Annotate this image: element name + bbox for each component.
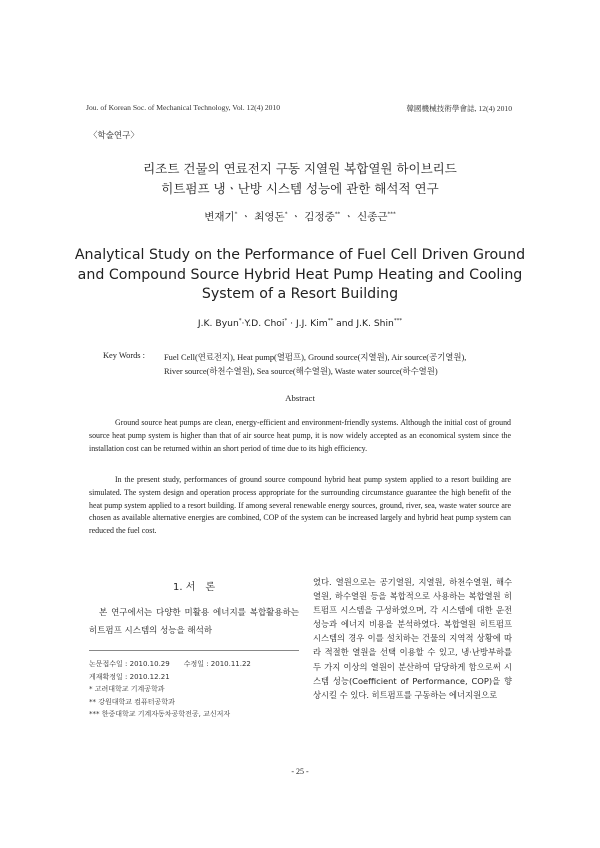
footnotes [89, 658, 304, 721]
section-heading-introduction: 1. 서 론 [172, 582, 216, 593]
journal-header-ko: 韓國機械技術學會誌, 12(4) 2010 [406, 104, 512, 113]
author-en-2: Y.D. Choi [244, 318, 285, 330]
title-korean-line1: 리조트 건물의 연료전지 구동 지열원 복합열원 하이브리드 [143, 161, 457, 176]
journal-header-en: Jou. of Korean Soc. of Mechanical Technology, Vol. 12(4) 2010 [86, 103, 281, 112]
title-korean [0, 159, 600, 199]
title-english-line1: Analytical Study on the Performance of Fuel Cell Driven Ground [74, 247, 526, 263]
abstract-paragraph-1: Ground source heat pumps are clean, energy-efficient and environment-friendly systems. Although the initial cost of ground source heat pump system is higher than that of air source heat pump, it is now widely accepted as an economical system since the installation cost can be returned within an short period of time due to its high efficiency. [89, 418, 511, 453]
title-english [0, 246, 600, 305]
author-en-4: J.K. Shin [356, 318, 394, 330]
title-english-line3: System of a Resort Building [201, 286, 399, 302]
author-ko-2: 최영돈 [254, 211, 285, 223]
abstract-paragraph-2: In the present study, performances of ground source compound hybrid heat pump system applied to a resort building are simulated. The system design and operation process appropriate for the surrounding circumstance guarantee the high benefit of the heat pump system applied to a resort building. If among several renewable energy sources, ground, river, sea, waste water source are chosen as available alternative energies are combined, COP of the system can be increased largely and hybrid heat pump system can reduced the fuel cost. [89, 475, 511, 536]
footnote-affiliation-3: *** 한중대학교 기계자동차공학전공, 교신저자 [89, 710, 231, 718]
author-ko-1: 변재기 [204, 211, 235, 223]
author-ko-4: 신종근 [357, 211, 388, 223]
abstract-title: Abstract [285, 393, 315, 403]
introduction-text-left: 본 연구에서는 다양한 미활용 에너지를 복합활용하는 히트펌프 시스템의 성능을 해석하 [89, 608, 299, 636]
authors-korean: 변재기* ㆍ 최영돈* ㆍ 김정중** ㆍ 신종근*** [204, 211, 396, 223]
footnote-affiliation-2: ** 강원대학교 컴퓨터공학과 [89, 697, 175, 706]
keywords-line2: River source(하천수열원), Sea source(해수열원), Waste water source(하수열원) [164, 367, 438, 377]
introduction-text-right: 였다. 열원으로는 공기열원, 지열원, 하천수열원, 해수열원, 하수열원 등을 복합적으로 사용하는 복합열원 히트펌프 시스템을 구성하였으며, 각 시스템에 대한 운전성능과 에너지 비용을 분석하였다. 복합열원 히트펌프 시스템의 경우 이를 설치하는 건물의 지역적 상황에 따라 적절한 열원을 선택 이용할 수 있고, 냉·난방부하를 두 가지 이상의 열원이 분산하여 담당하게 함으로써 시스템 성능(Coefficient of Performance, COP)을 향상시킬 수 있다. 히트펌프를 구동하는 에너지원으로 [313, 577, 512, 700]
authors-english: J.K. Byun*·Y.D. Choi* · J.J. Kim** and J.K. Shin*** [197, 318, 403, 330]
footnote-divider [89, 650, 299, 651]
footnote-accepted: 게재확정일 : 2010.12.21 [89, 672, 170, 681]
title-english-line2: and Compound Source Hybrid Heat Pump Heating and Cooling [77, 266, 523, 283]
page-number: - 25 - [291, 767, 309, 776]
keywords-list [164, 351, 514, 379]
footnote-received: 논문접수일 : 2010.10.29 수정일 : 2010.11.22 [89, 660, 251, 668]
author-en-3: J.J. Kim [295, 318, 328, 330]
section-tag: 〈학술연구〉 [89, 131, 139, 141]
keywords-line1: Fuel Cell(연료전지), Heat pump(열펌프), Ground source(지열원), Air source(공기열원), [164, 353, 467, 362]
title-korean-line2: 히트펌프 냉ㆍ난방 시스템 성능에 관한 해석적 연구 [161, 181, 439, 196]
footnote-affiliation-1: * 고려대학교 기계공학과 [89, 685, 165, 693]
author-ko-3: 김정중 [304, 211, 335, 223]
keywords-label: Key Words : [103, 351, 145, 360]
author-en-1: J.K. Byun [197, 318, 239, 330]
